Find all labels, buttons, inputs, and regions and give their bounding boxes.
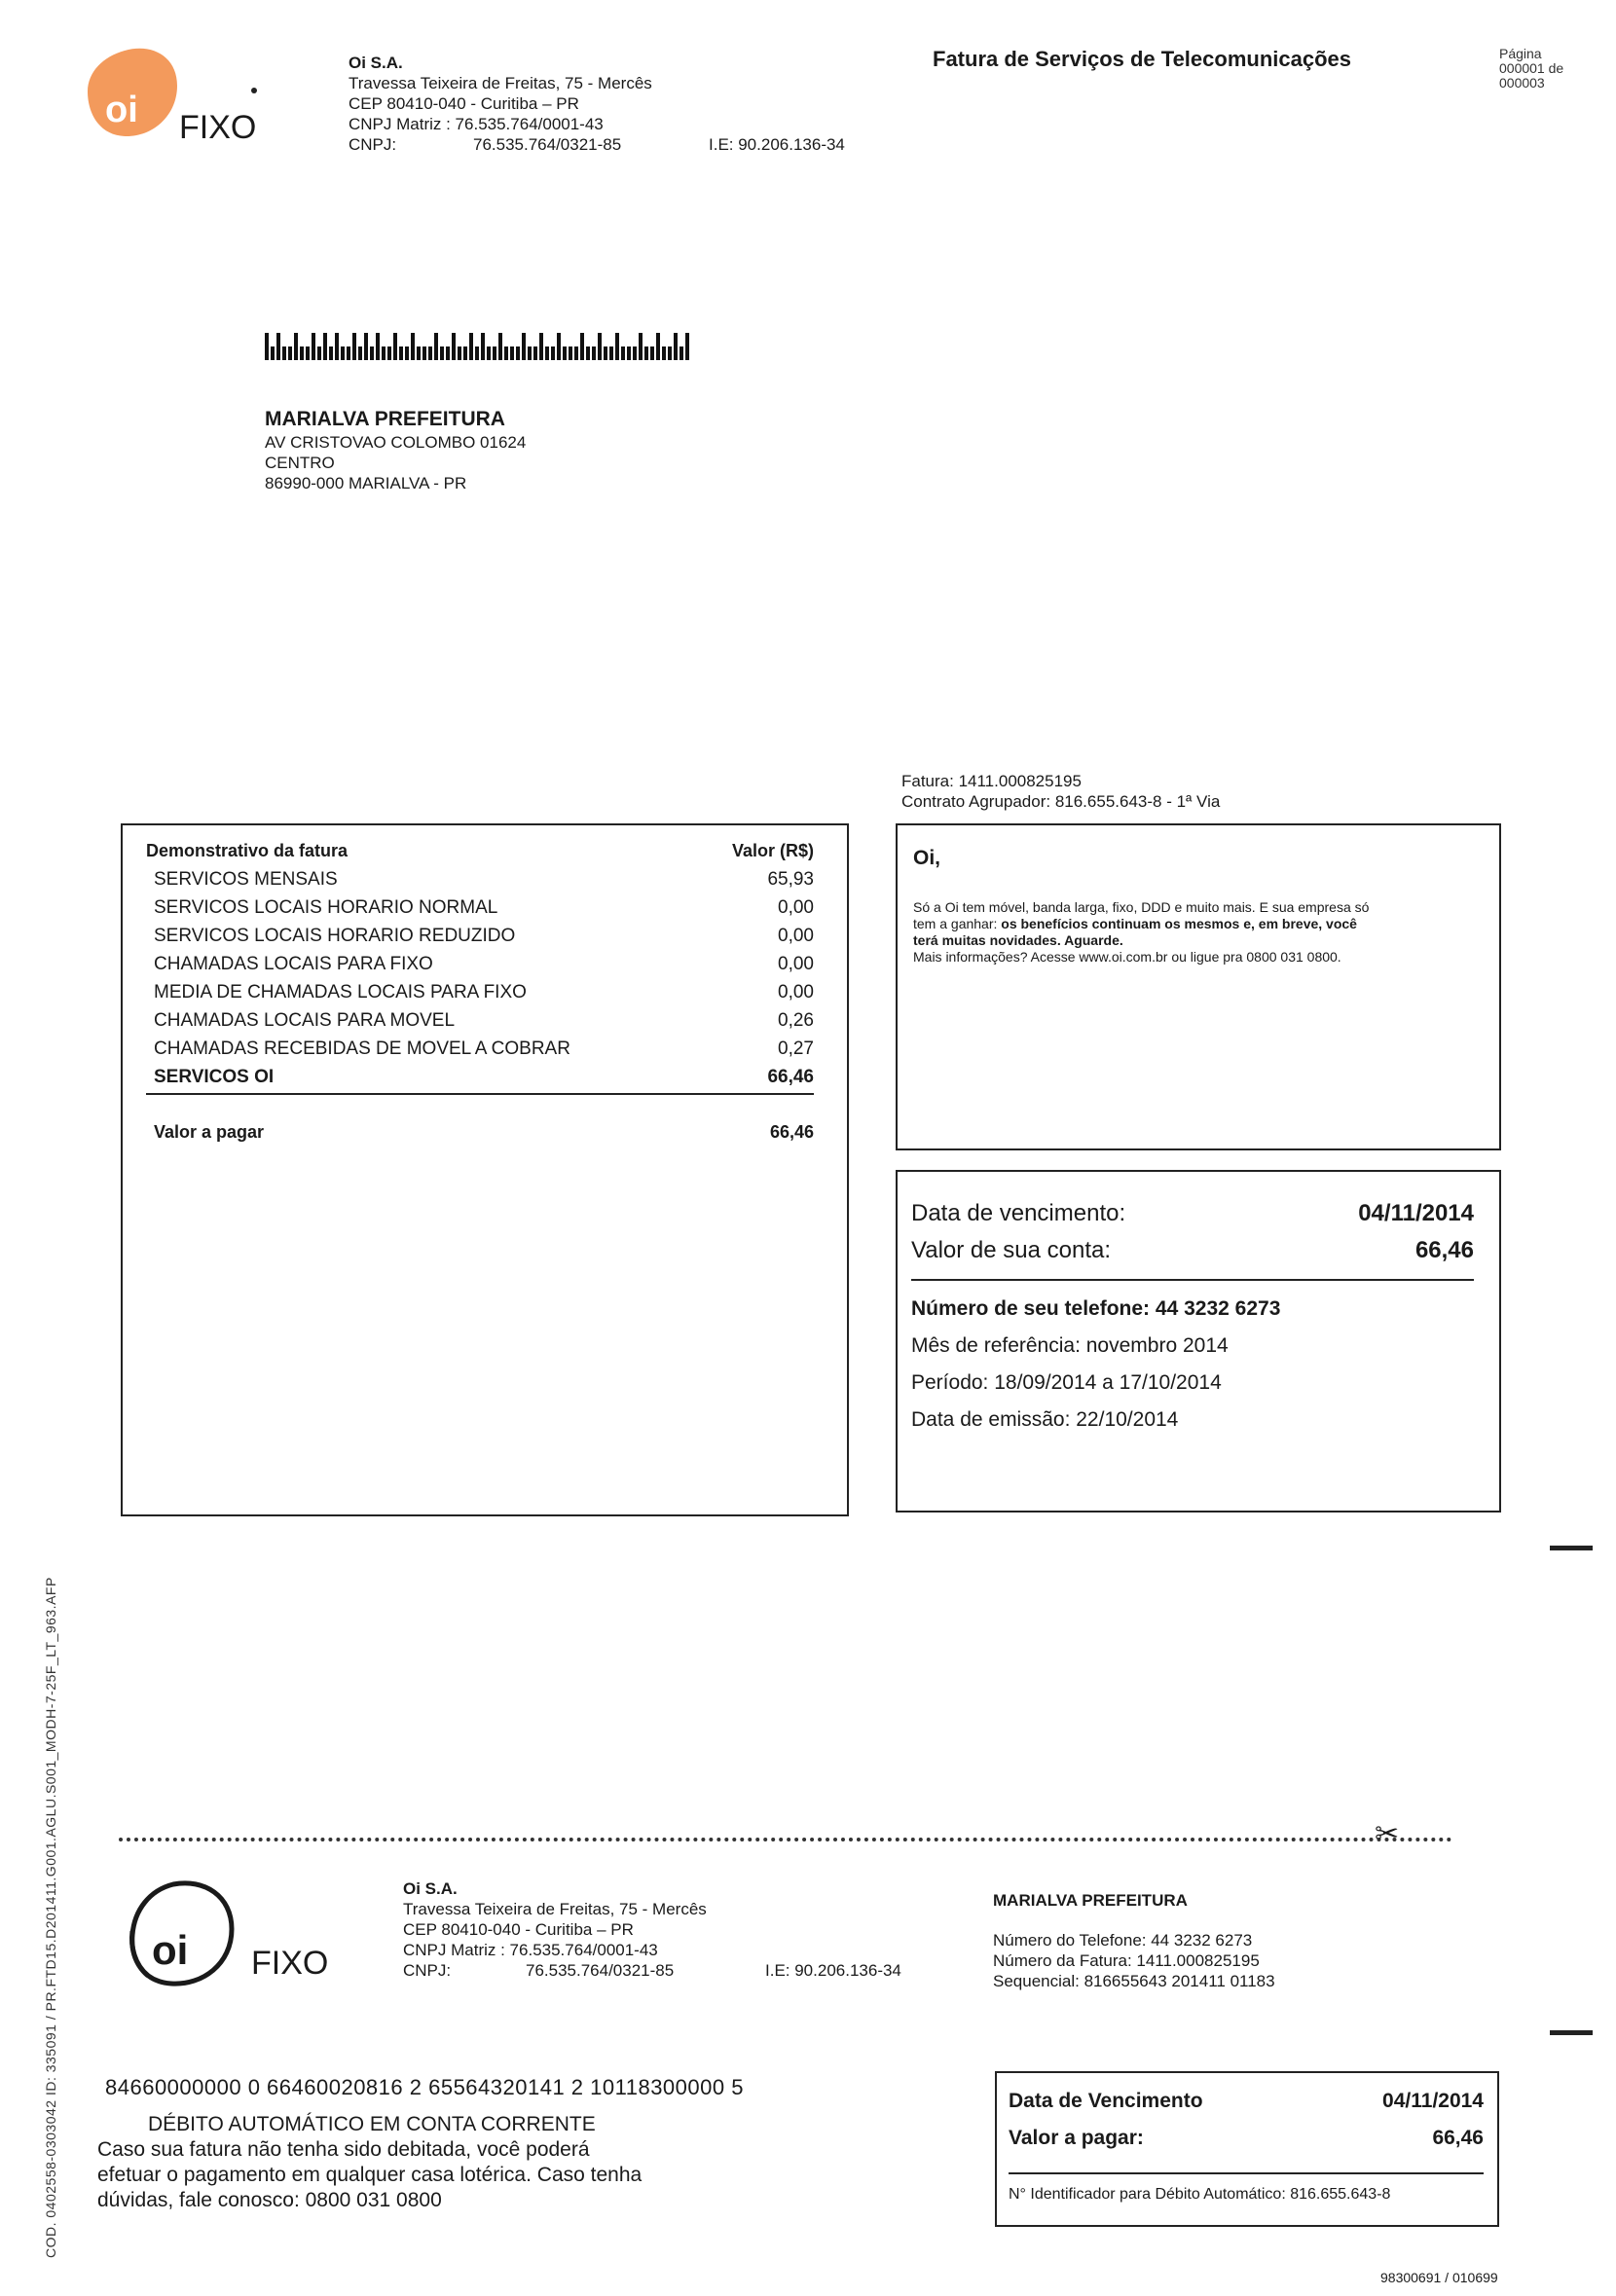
stub-company-address: Travessa Teixeira de Freitas, 75 - Mercês [403, 1900, 707, 1918]
page-value: 000001 de [1499, 60, 1564, 76]
scissors-icon: ✂ [1375, 1818, 1400, 1850]
barcode-bar [615, 333, 619, 360]
statement-header-row [146, 837, 814, 865]
stub-company-cep: CEP 80410-040 - Curitiba – PR [403, 1920, 634, 1939]
barcode-bar [306, 346, 310, 360]
stub-ie-value: I.E: 90.206.136-34 [765, 1961, 901, 1980]
statement-item-row [146, 950, 814, 978]
statement-item-label: CHAMADAS LOCAIS PARA FIXO [154, 954, 433, 974]
auto-debit-title: DÉBITO AUTOMÁTICO EM CONTA CORRENTE [148, 2113, 596, 2135]
barcode-bar [633, 346, 637, 360]
statement-item-value: 0,27 [778, 1039, 814, 1059]
barcode-bar [674, 333, 678, 360]
amount-value: 66,46 [1414, 1237, 1474, 1263]
statement-item-value: 65,93 [767, 869, 814, 890]
message-line-2b: os benefícios continuam os mesmos e, em breve, você [1001, 916, 1357, 931]
barcode-bar [627, 346, 631, 360]
stub-auto-id: N° Identificador para Débito Automático: 816.655.643-8 [1009, 2186, 1391, 2203]
amount-row [911, 1232, 1474, 1269]
barcode-bar [668, 346, 672, 360]
stub-invoice-number: Número da Fatura: 1411.000825195 [993, 1951, 1260, 1970]
company-name: Oi S.A. [349, 54, 403, 72]
barcode-bar [376, 333, 380, 360]
barcode-bar [621, 346, 625, 360]
barcode-bar [545, 346, 549, 360]
barcode-bar [452, 333, 456, 360]
barcode-bar [551, 346, 555, 360]
statement-item-label: MEDIA DE CHAMADAS LOCAIS PARA FIXO [154, 982, 527, 1002]
barcode-bar [557, 333, 561, 360]
invoice-number: Fatura: 1411.000825195 [901, 772, 1082, 790]
phone-label: Número de seu telefone: [911, 1297, 1151, 1320]
barcode-bar [463, 346, 467, 360]
statement-item-row [146, 865, 814, 893]
stub-amount-row [1009, 2120, 1484, 2157]
barcode-bar [656, 333, 660, 360]
total-value: 66,46 [769, 1122, 814, 1142]
barcode-bar [417, 346, 421, 360]
barcode-bar [341, 346, 345, 360]
barcode-bar [516, 346, 520, 360]
statement-item-label: SERVICOS LOCAIS HORARIO NORMAL [154, 897, 498, 918]
barcode-bar [323, 333, 327, 360]
recipient-city: 86990-000 MARIALVA - PR [265, 474, 467, 492]
stub-barcode-digits: 84660000000 0 66460020816 2 65564320141 2 10118300000 5 [105, 2075, 744, 2099]
barcode-bar [609, 346, 613, 360]
barcode-bar [288, 346, 292, 360]
postal-barcode [265, 333, 703, 360]
company-cnpj-row [349, 134, 933, 155]
barcode-bar [411, 333, 415, 360]
barcode-bar [312, 333, 315, 360]
statement-item-label: CHAMADAS LOCAIS PARA MOVEL [154, 1010, 456, 1031]
footer-code: 98300691 / 010699 [1380, 2270, 1498, 2285]
stub-cnpj-label: CNPJ: [403, 1961, 452, 1980]
barcode-bar [598, 333, 602, 360]
auto-debit-line-3: dúvidas, fale conosco: 0800 031 0800 [97, 2189, 442, 2211]
barcode-bar [592, 346, 596, 360]
ie-value: I.E: 90.206.136-34 [709, 135, 845, 154]
stub-phone: Número do Telefone: 44 3232 6273 [993, 1931, 1253, 1950]
logo-oi-text: oi [105, 90, 138, 130]
statement-item-row [146, 1006, 814, 1035]
due-date-value: 04/11/2014 [1358, 1200, 1474, 1226]
statement-subtotal-row [146, 1063, 814, 1091]
barcode-bar [580, 333, 584, 360]
stub-cnpj-value: 76.535.764/0321-85 [526, 1961, 675, 1980]
barcode-bar [265, 333, 269, 360]
stub-brand-suffix: FIXO [251, 1945, 329, 1982]
barcode-bar [533, 346, 537, 360]
barcode-bar [510, 346, 514, 360]
statement-item-label: SERVICOS LOCAIS HORARIO REDUZIDO [154, 926, 516, 946]
total-label: Valor a pagar [154, 1122, 265, 1142]
barcode-bar [352, 333, 356, 360]
message-line-4: Mais informações? Acesse www.oi.com.br ou ligue pra 0800 031 0800. [913, 949, 1341, 965]
barcode-bar [399, 346, 403, 360]
recipient-district: CENTRO [265, 454, 335, 472]
stub-amount-label: Valor a pagar: [1009, 2127, 1144, 2149]
barcode-bar [271, 346, 275, 360]
statement-item-value: 0,26 [778, 1010, 814, 1031]
barcode-bar [498, 333, 502, 360]
recipient-street: AV CRISTOVAO COLOMBO 01624 [265, 433, 527, 452]
due-divider [911, 1279, 1474, 1281]
barcode-bar [475, 346, 479, 360]
statement-title: Demonstrativo da fatura [146, 841, 349, 860]
stub-sequence: Sequencial: 816655643 201411 01183 [993, 1972, 1275, 1990]
statement-box [121, 823, 849, 1516]
recipient-name: MARIALVA PREFEITURA [265, 408, 505, 430]
logo-dot [251, 88, 257, 93]
stub-due-box [995, 2071, 1499, 2227]
barcode-bar [469, 333, 473, 360]
message-greeting: Oi, [913, 847, 941, 869]
stub-company-block [403, 1878, 948, 1981]
barcode-bar [679, 346, 683, 360]
barcode-bar [300, 346, 304, 360]
stub-cnpj-row [403, 1960, 948, 1981]
barcode-bar [276, 333, 280, 360]
statement-item-value: 0,00 [778, 954, 814, 974]
statement-item-row [146, 1035, 814, 1063]
barcode-bar [586, 346, 590, 360]
page-total: 000003 [1499, 75, 1545, 91]
barcode-bar [364, 333, 368, 360]
stub-due-row [1009, 2083, 1484, 2120]
company-cep: CEP 80410-040 - Curitiba – PR [349, 94, 579, 113]
logo-brand-suffix: FIXO [179, 109, 257, 146]
barcode-bar [282, 346, 286, 360]
reference-month: Mês de referência: novembro 2014 [911, 1334, 1229, 1357]
auto-debit-block [97, 2112, 681, 2213]
statement-item-label: SERVICOS MENSAIS [154, 869, 338, 890]
statement-item-row [146, 893, 814, 922]
cnpj-value: 76.535.764/0321-85 [473, 135, 622, 154]
barcode-bar [569, 346, 572, 360]
margin-mark-bottom [1550, 2030, 1593, 2035]
barcode-bar [644, 346, 648, 360]
oi-stub-logo-icon [125, 1877, 261, 1993]
cut-line [119, 1838, 1452, 1841]
barcode-bar [434, 333, 438, 360]
statement-content [146, 837, 814, 1147]
statement-item-row [146, 978, 814, 1006]
barcode-bar [487, 346, 491, 360]
barcode-bar [662, 346, 666, 360]
barcode-bar [387, 346, 391, 360]
barcode-bar [481, 333, 485, 360]
barcode-bar [522, 333, 526, 360]
barcode-bar [428, 346, 432, 360]
due-content [911, 1195, 1474, 1439]
message-line-2a: tem a ganhar: [913, 916, 998, 931]
stub-company-cnpj-matriz: CNPJ Matriz : 76.535.764/0001-43 [403, 1941, 658, 1959]
statement-items [146, 865, 814, 1063]
barcode-bar [574, 346, 578, 360]
billing-period: Período: 18/09/2014 a 17/10/2014 [911, 1371, 1222, 1394]
statement-value-header: Valor (R$) [731, 841, 814, 860]
statement-item-value: 0,00 [778, 982, 814, 1002]
stub-logo [125, 1877, 349, 1993]
cnpj-label: CNPJ: [349, 135, 397, 154]
barcode-bar [458, 346, 461, 360]
barcode-bar [650, 346, 654, 360]
barcode-bar [393, 333, 397, 360]
stub-customer-block [993, 1890, 1275, 1991]
margin-mark-top [1550, 1546, 1593, 1550]
subtotal-value: 66,46 [767, 1067, 814, 1087]
contract-number: Contrato Agrupador: 816.655.643-8 - 1ª Via [901, 792, 1221, 811]
barcode-bar [335, 333, 339, 360]
barcode-bar [294, 333, 298, 360]
message-text [913, 899, 1487, 966]
barcode-bar [422, 346, 426, 360]
stub-divider [1009, 2172, 1484, 2174]
stub-due-label: Data de Vencimento [1009, 2090, 1203, 2112]
company-address: Travessa Teixeira de Freitas, 75 - Mercês [349, 74, 652, 92]
invoice-info [901, 771, 1220, 812]
barcode-bar [446, 346, 450, 360]
phone-value: 44 3232 6273 [1155, 1297, 1281, 1320]
side-tracking-code: COD. 0402558-0303042 ID: 335091 / PR.FTD15.D201411.G001.AGLU.S001_MODH-7-25F_LT_963.AFP [43, 1577, 58, 2258]
message-line-1: Só a Oi tem móvel, banda larga, fixo, DDD e muito mais. E sua empresa só [913, 899, 1370, 915]
header-logo [84, 43, 278, 150]
message-line-2 [913, 916, 1487, 932]
auto-debit-line-2: efetuar o pagamento em qualquer casa lotérica. Caso tenha [97, 2164, 643, 2186]
barcode-bar [370, 346, 374, 360]
page-label: Página [1499, 46, 1542, 61]
issue-date: Data de emissão: 22/10/2014 [911, 1408, 1179, 1431]
due-date-row [911, 1195, 1474, 1232]
stub-customer-name: MARIALVA PREFEITURA [993, 1891, 1188, 1910]
statement-item-row [146, 922, 814, 950]
barcode-bar [347, 346, 350, 360]
recipient-block [265, 407, 526, 493]
barcode-bar [382, 346, 386, 360]
subtotal-label: SERVICOS OI [154, 1067, 275, 1087]
barcode-bar [358, 346, 362, 360]
auto-debit-line-1: Caso sua fatura não tenha sido debitada, você poderá [97, 2138, 590, 2161]
header-company-block [349, 53, 933, 155]
statement-total-row [146, 1118, 814, 1147]
statement-item-label: CHAMADAS RECEBIDAS DE MOVEL A COBRAR [154, 1039, 570, 1059]
stub-logo-oi-text: oi [152, 1927, 189, 1973]
statement-item-value: 0,00 [778, 897, 814, 918]
message-box [896, 823, 1501, 1150]
barcode-bar [440, 346, 444, 360]
company-cnpj-matriz: CNPJ Matriz : 76.535.764/0001-43 [349, 115, 604, 133]
statement-item-value: 0,00 [778, 926, 814, 946]
barcode-bar [405, 346, 409, 360]
stub-company-name: Oi S.A. [403, 1879, 458, 1898]
barcode-bar [685, 333, 689, 360]
phone-row [911, 1291, 1474, 1328]
statement-divider [146, 1093, 814, 1095]
barcode-bar [563, 346, 567, 360]
stub-due-content [1009, 2083, 1484, 2205]
barcode-bar [539, 333, 543, 360]
barcode-bar [504, 346, 508, 360]
stub-due-value: 04/11/2014 [1382, 2090, 1484, 2112]
due-box [896, 1170, 1501, 1512]
document-title: Fatura de Serviços de Telecomunicações [933, 47, 1351, 71]
due-date-label: Data de vencimento: [911, 1200, 1126, 1226]
barcode-bar [493, 346, 496, 360]
message-line-3: terá muitas novidades. Aguarde. [913, 932, 1123, 948]
barcode-bar [317, 346, 321, 360]
barcode-bar [329, 346, 333, 360]
barcode-bar [528, 346, 532, 360]
barcode-bar [639, 333, 643, 360]
page-indicator [1499, 47, 1606, 91]
stub-amount-value: 66,46 [1432, 2127, 1484, 2149]
barcode-bar [604, 346, 607, 360]
amount-label: Valor de sua conta: [911, 1237, 1112, 1263]
